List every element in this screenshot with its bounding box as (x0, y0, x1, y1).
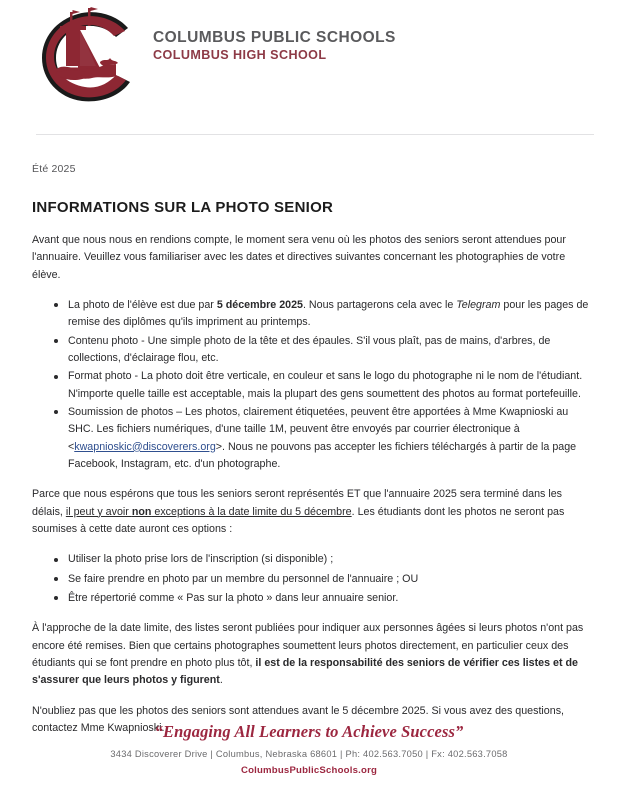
district-name: COLUMBUS PUBLIC SCHOOLS (153, 29, 396, 46)
lists-responsibility-bold: il est de la responsabilité des seniors de vérifier ces listes et de s'assurer que leurs photos y figurent (32, 656, 578, 687)
list-item (54, 368, 594, 403)
guideline-4-post: >. Nous ne pouvons pas accepter les fichiers téléchargés à partir de la page Facebook, Instagram, etc. d'un photographe. (68, 440, 577, 470)
email-link[interactable]: kwapnioskic@discoverers.org (74, 440, 216, 453)
option-3: Être répertorié comme « Pas sur la photo » dans leur annuaire senior. (68, 591, 399, 604)
lists-paragraph (32, 620, 594, 689)
guidelines-list (32, 297, 594, 473)
page-footer (0, 722, 618, 776)
deadline-emphasis (66, 506, 352, 518)
school-name: COLUMBUS HIGH SCHOOL (153, 48, 327, 63)
list-item (54, 571, 594, 588)
option-1: Utiliser la photo prise lors de l'inscription (si disponible) ; (68, 553, 334, 566)
deadline-no-word: non (131, 505, 152, 518)
list-item (54, 297, 594, 332)
intro-paragraph: Avant que nous nous en rendions compte, le moment sera venu où les photos des seniors seront attendues pour l'annuaire. Veuillez vous familiariser avec les dates et directives suivantes concernant les photographies de votre élève. (32, 234, 566, 281)
footer-address: 3434 Discoverer Drive | Columbus, Nebraska 68601 | Ph: 402.563.7050 | Fx: 402.563.7058 (110, 749, 508, 759)
deadline-underline-post: exceptions à la date limite du 5 décembre (151, 505, 352, 518)
footer-tagline: “Engaging All Learners to Achieve Success” (154, 722, 464, 741)
closing-paragraph: N'oubliez pas que les photos des seniors sont attendues avant le 5 décembre 2025. Si vous avez des questions, contactez Mme Kwapnioski. (32, 704, 565, 734)
columbus-c-ship-logo-icon (36, 6, 140, 106)
guideline-1-pre: La photo de l'élève est due par (68, 298, 217, 311)
deadline-underline-pre: il peut y avoir (65, 505, 132, 518)
guideline-4-pre: Soumission de photos – Les photos, clairement étiquetées, peuvent être apportées à Mme Kwapnioski au SHC. Les fichiers numériques, d'une taille 1M, peuvent être envoyés par courrier électronique à < (68, 405, 569, 453)
deadline-pre: Parce que nous espérons que tous les seniors seront représentés ET que l'annuaire 2025 sera terminé dans les délais, (32, 488, 563, 518)
header-divider (36, 134, 594, 135)
guideline-3: Format photo - La photo doit être verticale, en couleur et sans le logo du photographe ni le nom de l'étudiant. N'importe quelle taille est acceptable, mais la plupart des gens soumettent des photos au format portefeuille. (68, 370, 583, 400)
guideline-1-publication: Telegram (456, 298, 501, 311)
lists-post: . (219, 674, 223, 687)
list-item (54, 404, 594, 473)
list-item (54, 590, 594, 607)
guideline-1-due-date: 5 décembre 2025 (216, 298, 303, 311)
guideline-2: Contenu photo - Une simple photo de la tête et des épaules. S'il vous plaît, pas de mains, d'arbres, de collections, d'éclairage flou, etc. (68, 334, 551, 364)
page-header (0, 0, 618, 118)
list-item (54, 333, 594, 368)
guideline-1-mid: . Nous partagerons cela avec le (302, 298, 457, 311)
page-title: INFORMATIONS SUR LA PHOTO SENIOR (32, 199, 334, 216)
school-identity (153, 29, 396, 64)
list-item (54, 551, 594, 568)
issue-date: Été 2025 (32, 163, 76, 175)
deadline-post: . Les étudiants dont les photos ne seront pas soumises à cette date auront ces options : (32, 505, 565, 535)
deadline-paragraph (32, 486, 594, 538)
guideline-1-post: pour les pages de remise des diplômes qu'ils impriment au printemps. (68, 298, 589, 329)
option-2: Se faire prendre en photo par un membre du personnel de l'annuaire ; OU (68, 572, 419, 585)
footer-website[interactable]: ColumbusPublicSchools.org (240, 765, 378, 776)
document-body (0, 163, 618, 737)
lists-pre: À l'approche de la date limite, des listes seront publiées pour indiquer aux personnes âgées si leurs photos n'ont pas encore été remises. Bien que certains photographes soumettent leurs photos directement, en particulier ceux des étudiants qui se font prendre en photo plus tôt, (32, 622, 584, 669)
options-list (32, 551, 594, 607)
